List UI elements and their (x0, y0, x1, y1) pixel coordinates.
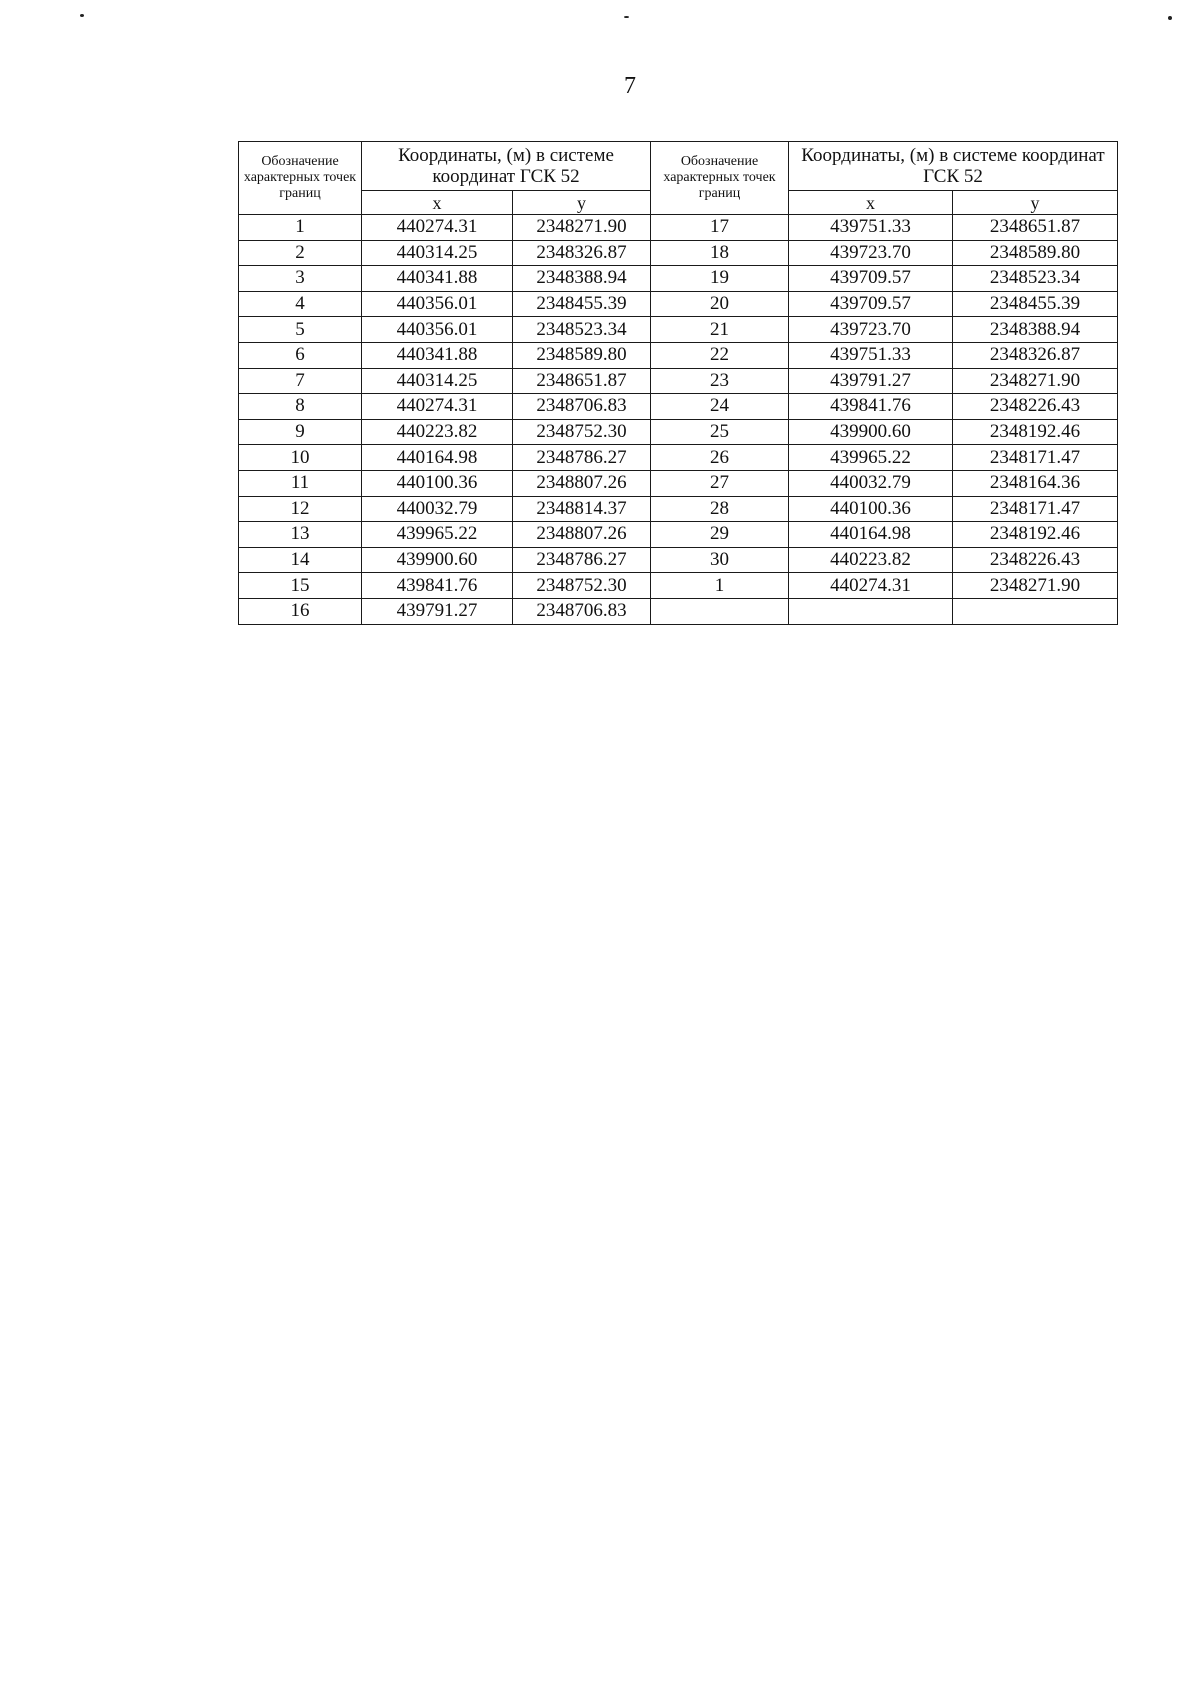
point-number: 1 (651, 573, 789, 599)
x-value (789, 598, 953, 624)
table-row (239, 394, 1118, 420)
point-number: 22 (651, 342, 789, 368)
table-row (239, 317, 1118, 343)
x-value: 440164.98 (789, 522, 953, 548)
point-number: 13 (239, 522, 362, 548)
point-number: 27 (651, 470, 789, 496)
x-value: 439965.22 (789, 445, 953, 471)
y-value: 2348589.80 (953, 240, 1118, 266)
point-number: 18 (651, 240, 789, 266)
point-number: 25 (651, 419, 789, 445)
point-number: 11 (239, 470, 362, 496)
x-value: 439723.70 (789, 317, 953, 343)
y-value: 2348171.47 (953, 445, 1118, 471)
y-value: 2348455.39 (953, 291, 1118, 317)
y-value: 2348271.90 (953, 368, 1118, 394)
y-header-right: y (953, 191, 1118, 215)
point-number: 30 (651, 547, 789, 573)
x-value: 439751.33 (789, 342, 953, 368)
x-header-right: x (789, 191, 953, 215)
x-value: 440356.01 (362, 317, 513, 343)
y-value: 2348786.27 (513, 445, 651, 471)
table-row (239, 368, 1118, 394)
scan-speck (624, 16, 629, 18)
point-number: 7 (239, 368, 362, 394)
table-row (239, 496, 1118, 522)
page-number: 7 (624, 73, 636, 99)
point-number: 14 (239, 547, 362, 573)
x-value: 440274.31 (362, 394, 513, 420)
x-value: 439791.27 (789, 368, 953, 394)
table-row (239, 522, 1118, 548)
x-value: 440100.36 (362, 470, 513, 496)
table-row (239, 291, 1118, 317)
point-number: 5 (239, 317, 362, 343)
y-value: 2348814.37 (513, 496, 651, 522)
table-row (239, 342, 1118, 368)
point-number: 8 (239, 394, 362, 420)
y-header-left: y (513, 191, 651, 215)
point-number: 28 (651, 496, 789, 522)
y-value: 2348752.30 (513, 419, 651, 445)
x-value: 439751.33 (789, 215, 953, 241)
y-value: 2348807.26 (513, 522, 651, 548)
scan-speck (1168, 16, 1172, 20)
y-value: 2348807.26 (513, 470, 651, 496)
point-number: 19 (651, 266, 789, 292)
y-value: 2348706.83 (513, 394, 651, 420)
point-header-left: Обозначение характерных точек границ (239, 142, 362, 215)
table-row (239, 470, 1118, 496)
y-value: 2348192.46 (953, 522, 1118, 548)
x-value: 440032.79 (362, 496, 513, 522)
point-number: 20 (651, 291, 789, 317)
coord-header-left: Координаты, (м) в системе координат ГСК 52 (362, 142, 651, 191)
y-value: 2348171.47 (953, 496, 1118, 522)
point-number: 17 (651, 215, 789, 241)
x-header-left: x (362, 191, 513, 215)
x-value: 440341.88 (362, 342, 513, 368)
point-number: 26 (651, 445, 789, 471)
x-value: 439841.76 (789, 394, 953, 420)
y-value: 2348786.27 (513, 547, 651, 573)
y-value: 2348164.36 (953, 470, 1118, 496)
point-number: 10 (239, 445, 362, 471)
x-value: 440100.36 (789, 496, 953, 522)
table-row (239, 547, 1118, 573)
table-row (239, 240, 1118, 266)
x-value: 439965.22 (362, 522, 513, 548)
point-number: 4 (239, 291, 362, 317)
header-row (239, 142, 1118, 191)
y-value: 2348271.90 (953, 573, 1118, 599)
point-number: 12 (239, 496, 362, 522)
table-row (239, 445, 1118, 471)
point-number: 16 (239, 598, 362, 624)
coord-header-right: Координаты, (м) в системе координат ГСК 52 (789, 142, 1118, 191)
scan-speck (80, 14, 84, 17)
y-value: 2348226.43 (953, 394, 1118, 420)
y-value: 2348192.46 (953, 419, 1118, 445)
x-value: 440164.98 (362, 445, 513, 471)
point-number: 9 (239, 419, 362, 445)
point-number: 23 (651, 368, 789, 394)
point-number: 24 (651, 394, 789, 420)
point-number: 1 (239, 215, 362, 241)
x-value: 440314.25 (362, 240, 513, 266)
table-row (239, 419, 1118, 445)
x-value: 440032.79 (789, 470, 953, 496)
point-number: 6 (239, 342, 362, 368)
x-value: 439723.70 (789, 240, 953, 266)
x-value: 440356.01 (362, 291, 513, 317)
x-value: 440274.31 (789, 573, 953, 599)
y-value: 2348752.30 (513, 573, 651, 599)
point-number: 15 (239, 573, 362, 599)
x-value: 440314.25 (362, 368, 513, 394)
y-value: 2348651.87 (513, 368, 651, 394)
x-value: 439841.76 (362, 573, 513, 599)
point-number: 29 (651, 522, 789, 548)
y-value: 2348455.39 (513, 291, 651, 317)
y-value: 2348706.83 (513, 598, 651, 624)
table-row (239, 266, 1118, 292)
y-value: 2348326.87 (953, 342, 1118, 368)
y-value: 2348271.90 (513, 215, 651, 241)
x-value: 439791.27 (362, 598, 513, 624)
y-value: 2348226.43 (953, 547, 1118, 573)
y-value: 2348523.34 (513, 317, 651, 343)
y-value: 2348388.94 (513, 266, 651, 292)
point-number: 21 (651, 317, 789, 343)
table-row (239, 598, 1118, 624)
x-value: 440223.82 (362, 419, 513, 445)
table-row (239, 215, 1118, 241)
point-number (651, 598, 789, 624)
x-value: 440274.31 (362, 215, 513, 241)
x-value: 439900.60 (362, 547, 513, 573)
point-number: 2 (239, 240, 362, 266)
x-value: 439709.57 (789, 266, 953, 292)
y-value: 2348523.34 (953, 266, 1118, 292)
x-value: 440223.82 (789, 547, 953, 573)
x-value: 439900.60 (789, 419, 953, 445)
coordinates-table (238, 141, 1118, 625)
y-value (953, 598, 1118, 624)
y-value: 2348326.87 (513, 240, 651, 266)
point-number: 3 (239, 266, 362, 292)
table-row (239, 573, 1118, 599)
y-value: 2348651.87 (953, 215, 1118, 241)
y-value: 2348589.80 (513, 342, 651, 368)
x-value: 440341.88 (362, 266, 513, 292)
x-value: 439709.57 (789, 291, 953, 317)
point-header-right: Обозначение характерных точек границ (651, 142, 789, 215)
y-value: 2348388.94 (953, 317, 1118, 343)
